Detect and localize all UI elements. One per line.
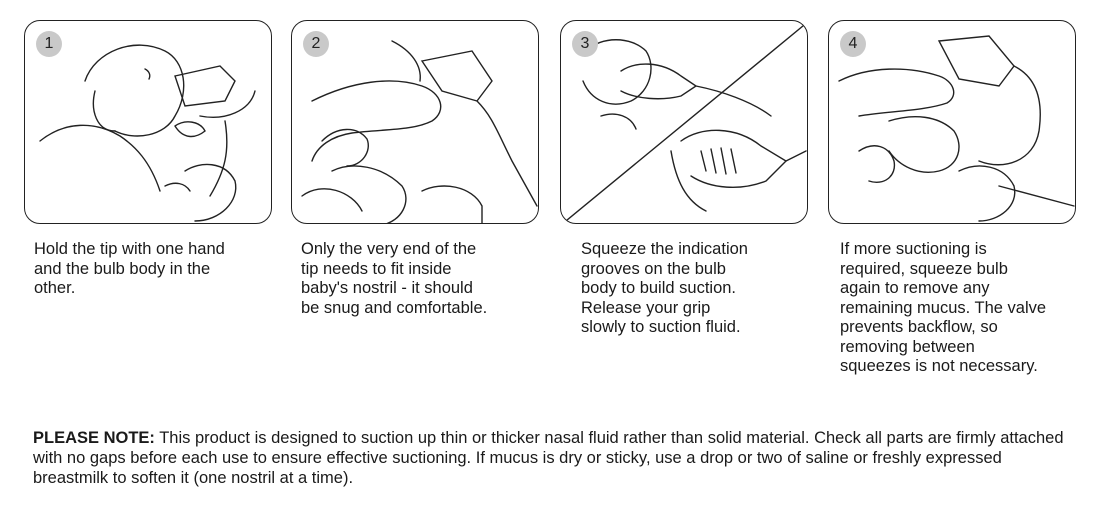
- please-note-paragraph: [33, 428, 1073, 488]
- step-3-illustration: [561, 21, 808, 224]
- step-3-caption: Squeeze the indication grooves on the bulb body to build suction. Release your grip slowly to suction fluid.: [581, 240, 748, 336]
- step-2-caption: Only the very end of the tip needs to fit inside baby's nostril - it should be snug and comfortable.: [301, 240, 488, 317]
- step-1-number: 1: [36, 31, 62, 57]
- step-4-illustration: [829, 21, 1076, 224]
- step-2-panel: [291, 20, 539, 224]
- note-text: This product is designed to suction up thin or thicker nasal fluid rather than solid material. Check all parts are firmly attached with no gaps before each use to ensure effective suctioning. If mucus is dry or sticky, use a drop or two of saline or freshly expressed breastmilk to soften it (one nostril at a time).: [33, 429, 1064, 487]
- step-4-panel: [828, 20, 1076, 224]
- step-2-number: 2: [303, 31, 329, 57]
- step-2-illustration: [292, 21, 539, 224]
- step-3-number: 3: [572, 31, 598, 57]
- step-1-illustration: [25, 21, 272, 224]
- step-1-panel: [24, 20, 272, 224]
- step-4-number: 4: [840, 31, 866, 57]
- step-3-panel: [560, 20, 808, 224]
- note-label: PLEASE NOTE:: [33, 429, 155, 447]
- step-1-caption: Hold the tip with one hand and the bulb body in the other.: [34, 240, 225, 297]
- step-4-caption: If more suctioning is required, squeeze bulb again to remove any remaining mucus. The valve prevents backflow, so removing between squeezes is not necessary.: [840, 240, 1047, 375]
